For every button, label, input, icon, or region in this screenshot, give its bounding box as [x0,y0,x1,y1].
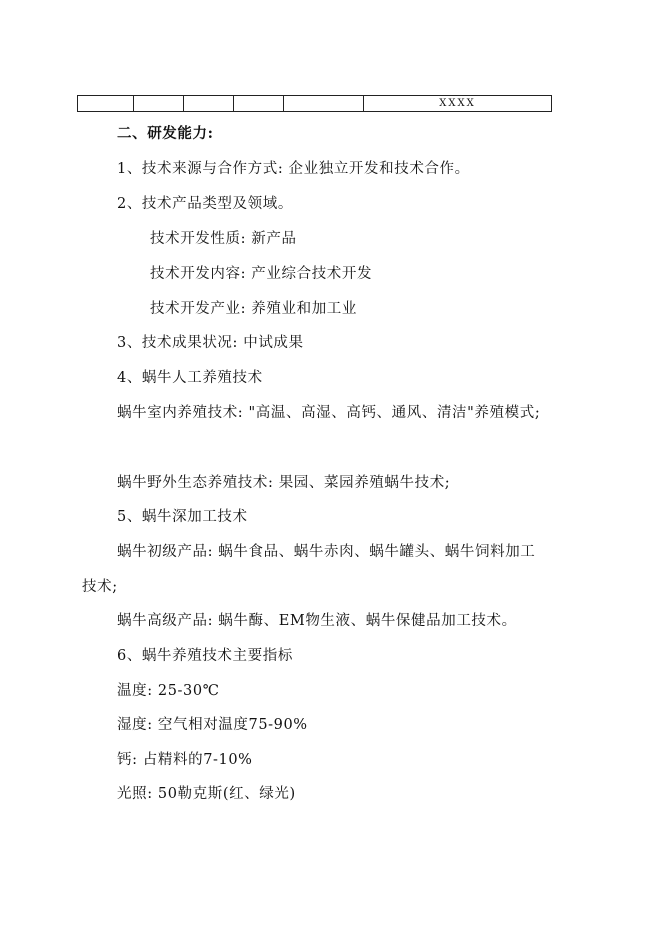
table-cell [234,96,284,111]
primary-products-cont: 技术; [82,579,118,595]
sub-item-nature: 技术开发性质: 新产品 [150,231,297,247]
indicator-temperature: 温度: 25-30℃ [117,683,220,699]
table-cell-xxxx: XXXX [439,98,476,109]
table-cell [78,96,134,111]
section-heading: 二、研发能力: [117,125,214,142]
table-cell [284,96,364,111]
indicator-light: 光照: 50勒克斯(红、绿光) [117,786,296,802]
item-indicators: 6、蜗牛养殖技术主要指标 [117,648,293,664]
table-cell [134,96,184,111]
sub-item-industry: 技术开发产业: 养殖业和加工业 [150,301,357,317]
item-results: 3、技术成果状况: 中试成果 [117,335,304,351]
advanced-products-text: 蜗牛高级产品: 蜗牛酶、EM物生液、蜗牛保健品加工技术。 [117,613,517,629]
header-table-row [77,95,552,112]
item-breeding: 4、蜗牛人工养殖技术 [117,370,263,386]
outdoor-breeding-text: 蜗牛野外生态养殖技术: 果园、菜园养殖蜗牛技术; [117,475,451,491]
indicator-calcium: 钙: 占精料的7-10% [117,752,253,768]
indicator-humidity: 湿度: 空气相对温度75-90% [117,717,308,733]
item-product-type: 2、技术产品类型及领域。 [117,196,293,212]
table-cell [184,96,234,111]
indoor-breeding-text: 蜗牛室内养殖技术: "高温、高湿、高钙、通风、清洁"养殖模式; [117,405,541,421]
item-tech-source: 1、技术来源与合作方式: 企业独立开发和技术合作。 [117,161,470,177]
item-processing: 5、蜗牛深加工技术 [117,509,248,525]
sub-item-content: 技术开发内容: 产业综合技术开发 [150,266,373,282]
primary-products-text: 蜗牛初级产品: 蜗牛食品、蜗牛赤肉、蜗牛罐头、蜗牛饲料加工 [117,544,536,560]
